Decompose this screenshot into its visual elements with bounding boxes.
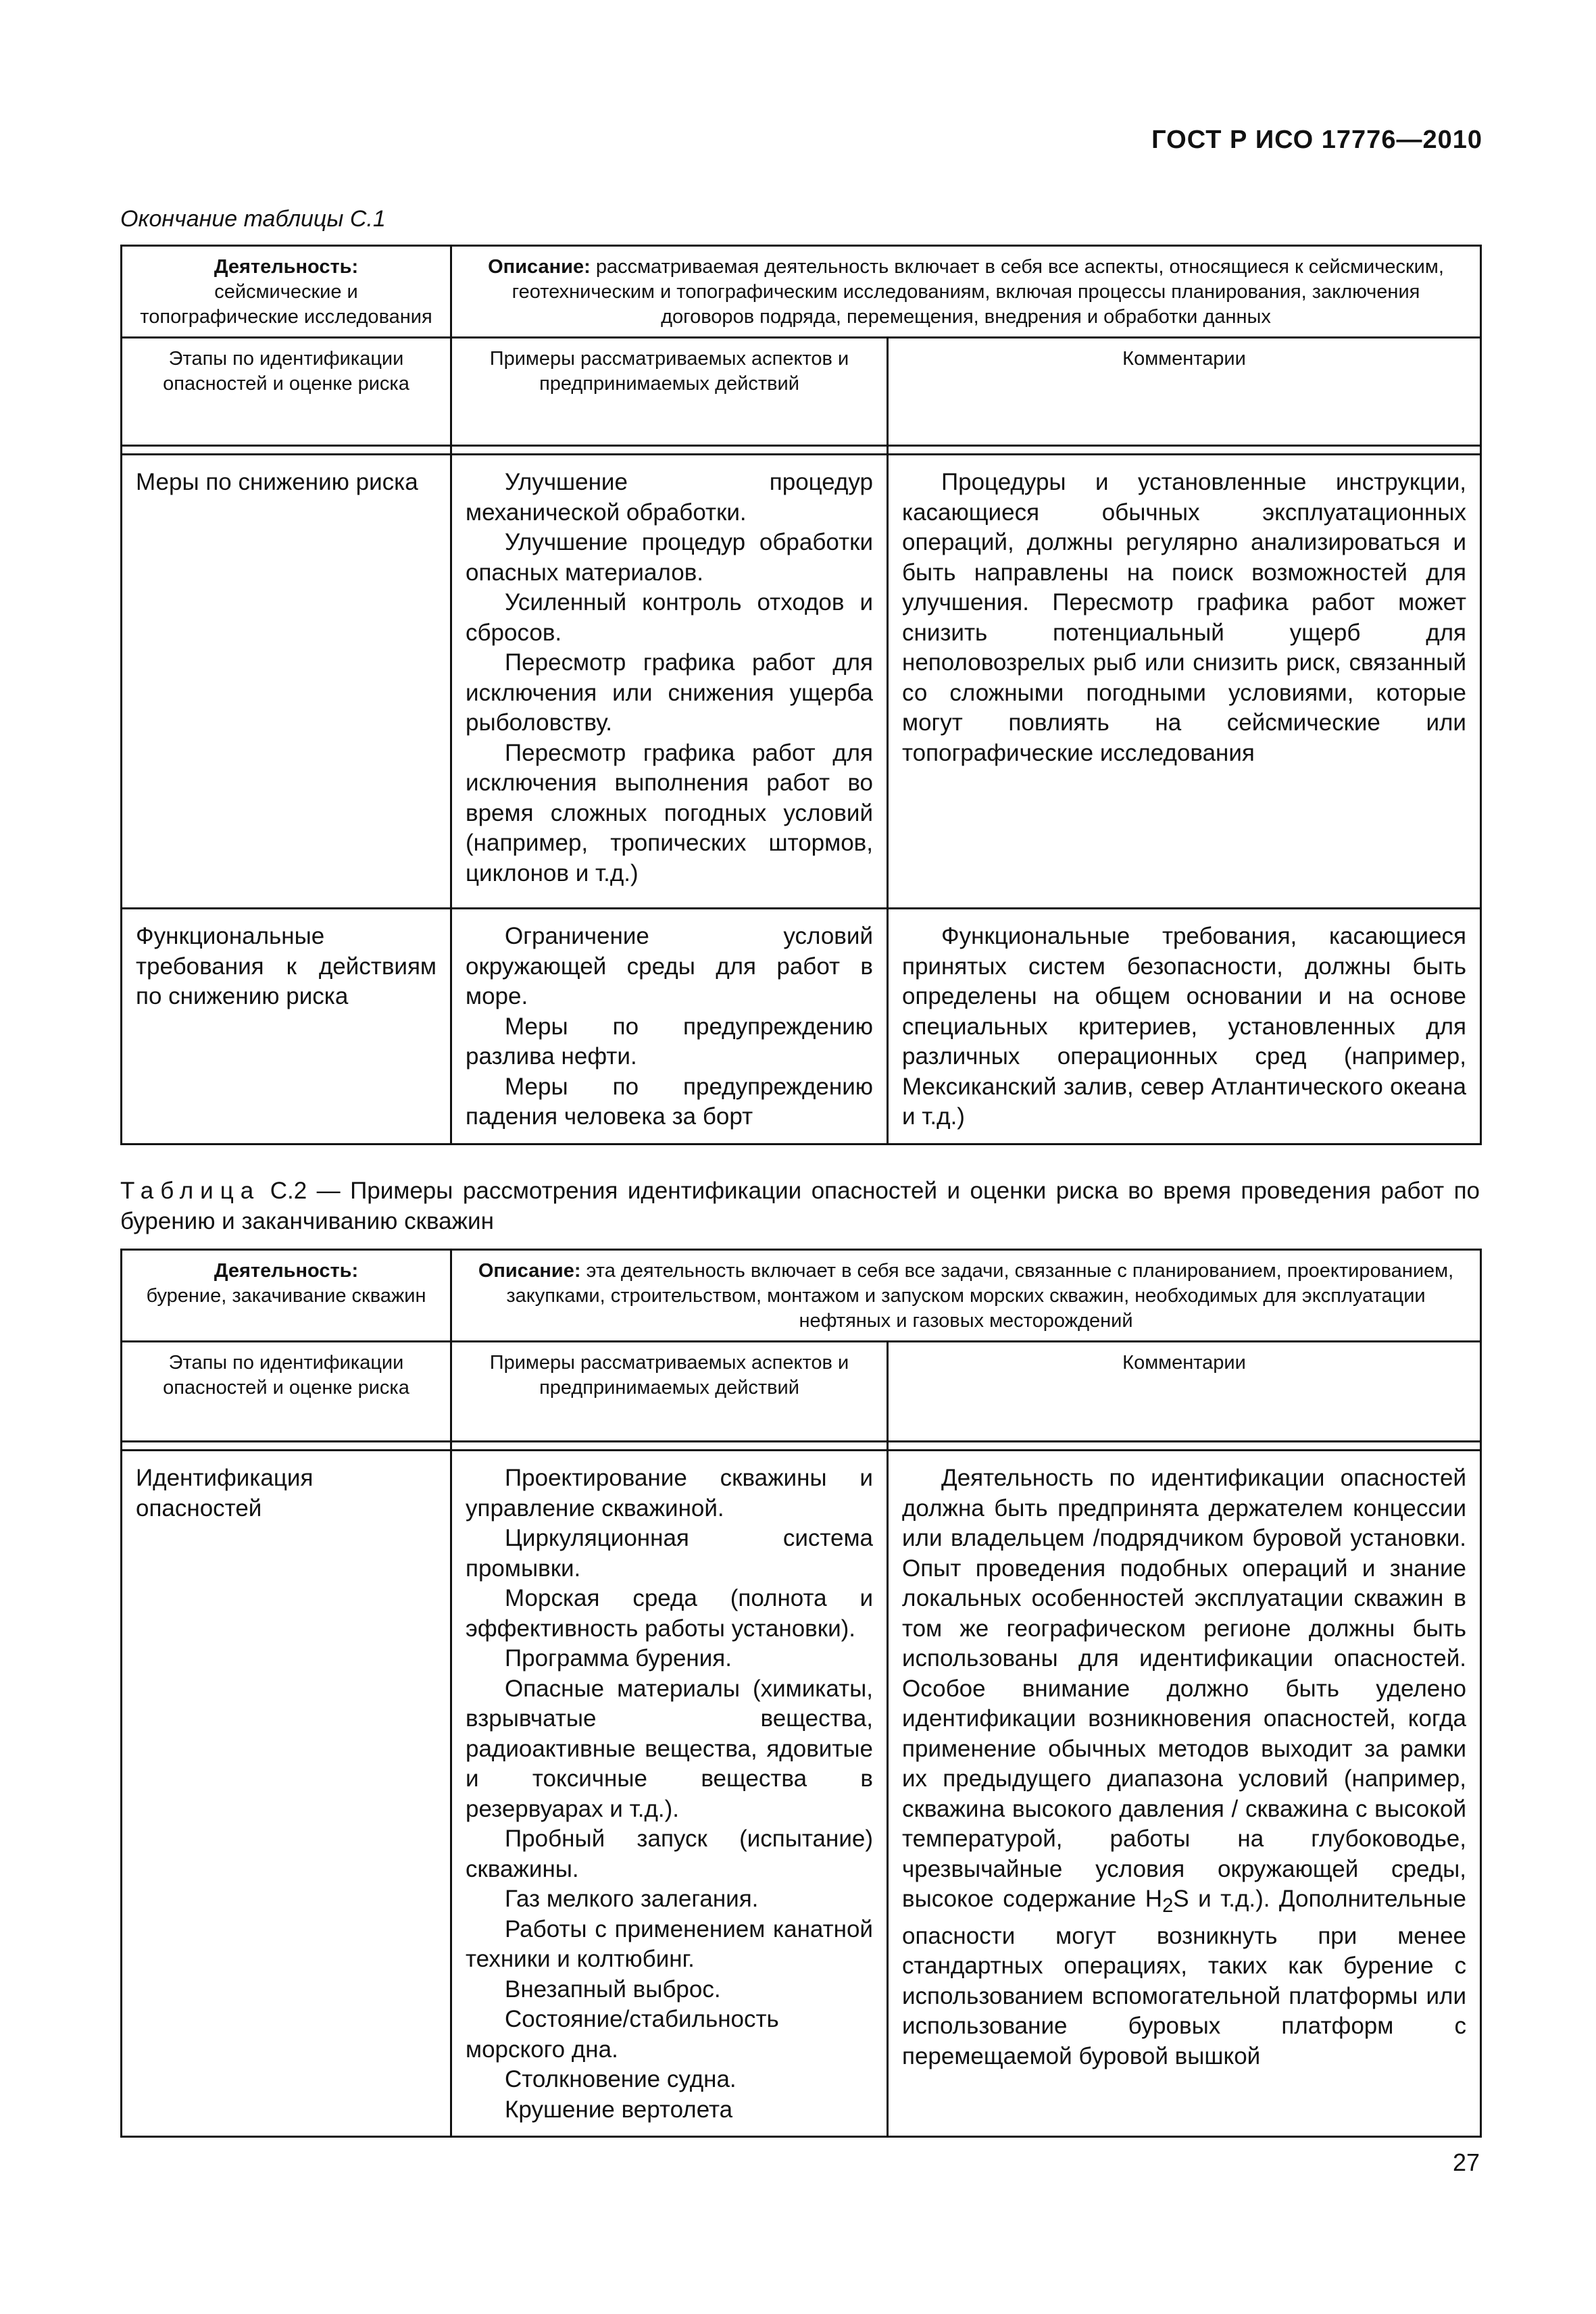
comment-text: Функциональные требования, касающиеся принятых систем безопасности, должны быть определены на общем основании и на основе специальных критериев, установленных для различных операционных сред (например, Мексиканский залив, север Атлантического океана и т.д.) <box>902 923 1466 1130</box>
example-item: Столкновение судна. <box>505 2066 737 2092</box>
activity-value: бурение, закачивание скважин <box>146 1285 426 1307</box>
comment-text: Процедуры и установленные инструкции, касающиеся обычных эксплуатационных операций, должны регулярно анализироваться и быть направлены на поиск возможностей для улучшения. Пересмотр графика работ может снизить потенциальный ущерб для неполовозрелых рыб или снизить риск, связанный со сложными погодными условиями, которые могут повлиять на сейсмические или топографические исследования <box>902 469 1466 766</box>
row-examples <box>451 1451 888 2137</box>
table1-header-separator <box>122 446 1481 455</box>
table2-caption <box>120 1176 1480 1236</box>
example-item: Программа бурения. <box>505 1645 732 1671</box>
table1-activity-row <box>122 246 1481 338</box>
description-label: Описание: <box>488 256 591 278</box>
table2-description-cell <box>451 1250 1481 1342</box>
example-item: Морская среда (полнота и эффективность работы установки). <box>466 1585 873 1642</box>
row-examples <box>451 455 888 909</box>
example-item: Крушение вертолета <box>505 2096 733 2123</box>
table1-column-header-row <box>122 338 1481 446</box>
standard-header: ГОСТ Р ИСО 17776—2010 <box>1151 126 1482 154</box>
example-item: Состояние/стабильность морского дна. <box>466 2006 779 2063</box>
description-label: Описание: <box>478 1260 581 1282</box>
comment-subscript: 2 <box>1162 1895 1174 1917</box>
row-stage: Идентификация опасностей <box>122 1451 451 2137</box>
row-stage: Меры по снижению риска <box>122 455 451 909</box>
example-item: Проектирование скважины и управление скважиной. <box>466 1465 873 1521</box>
table1-col-examples-header: Примеры рассматриваемых аспектов и предпринимаемых действий <box>451 338 888 446</box>
row-stage: Функциональные требования к действиям по снижению риска <box>122 909 451 1145</box>
table-row <box>122 455 1481 909</box>
table1-col-stage-header: Этапы по идентификации опасностей и оценке риска <box>122 338 451 446</box>
example-item: Меры по предупреждению разлива нефти. <box>466 1013 873 1070</box>
example-item: Циркуляционная система промывки. <box>466 1525 873 1582</box>
table-row <box>122 1451 1481 2137</box>
table2-header-separator <box>122 1442 1481 1451</box>
table1-col-comments-header: Комментарии <box>888 338 1481 446</box>
example-item: Газ мелкого залегания. <box>505 1886 759 1912</box>
description-value: эта деятельность включает в себя все задачи, связанные с планированием, проектированием, закупками, строительством, монтажом и запуском морских скважин, необходимых для эксплуатации нефтяных и газовых месторождений <box>506 1260 1454 1332</box>
example-item: Пробный запуск (испытание) скважины. <box>466 1826 873 1882</box>
caption-table-word: Таблица <box>120 1178 261 1204</box>
table1-activity-cell <box>122 246 451 338</box>
example-item: Ограничение условий окружающей среды для работ в море. <box>466 923 873 1009</box>
row-comment <box>888 909 1481 1145</box>
comment-part2: S и т.д.). Дополнительные опасности могут возникнуть при менее стандартных операциях, таких как бурение с использованием вспомогательной платформы или использование буровых платформ с перемещаемой буровой вышкой <box>902 1886 1466 2069</box>
table1-continuation-label: Окончание таблицы С.1 <box>120 206 386 232</box>
table2-column-header-row <box>122 1342 1481 1442</box>
activity-value: сейсмические и топографические исследования <box>140 281 432 328</box>
example-item: Пересмотр графика работ для исключения выполнения работ во время сложных погодных условий (например, тропических штормов, циклонов и т.д.) <box>466 739 873 886</box>
activity-label: Деятельность: <box>214 1260 359 1282</box>
table2-col-stage-header: Этапы по идентификации опасностей и оценке риска <box>122 1342 451 1442</box>
example-item: Меры по предупреждению падения человека за борт <box>466 1073 873 1130</box>
table-c2 <box>120 1249 1482 2138</box>
example-item: Внезапный выброс. <box>505 1976 721 2003</box>
example-item: Улучшение процедур механической обработки. <box>466 469 873 526</box>
comment-text <box>902 1463 1466 2071</box>
example-item: Опасные материалы (химикаты, взрывчатые вещества, радиоактивные вещества, ядовитые и токсичные вещества в резервуарах и т.д.). <box>466 1675 873 1822</box>
activity-label: Деятельность: <box>214 256 359 278</box>
table2-activity-cell <box>122 1250 451 1342</box>
table1-description-cell <box>451 246 1481 338</box>
description-value: рассматриваемая деятельность включает в себя все аспекты, относящиеся к сейсмическим, геотехническим и топографическим исследованиям, включая процессы планирования, заключения договоров подряда, перемещения, внедрения и обработки данных <box>512 256 1444 328</box>
example-item: Улучшение процедур обработки опасных материалов. <box>466 529 873 586</box>
table2-activity-row <box>122 1250 1481 1342</box>
example-item: Пересмотр графика работ для исключения или снижения ущерба рыболовству. <box>466 649 873 736</box>
example-item: Усиленный контроль отходов и сбросов. <box>466 589 873 646</box>
table2-col-comments-header: Комментарии <box>888 1342 1481 1442</box>
page-number: 27 <box>1452 2148 1480 2176</box>
row-comment <box>888 455 1481 909</box>
example-item: Работы с применением канатной техники и колтюбинг. <box>466 1915 873 1972</box>
comment-part1: Деятельность по идентификации опасностей должна быть предпринята держателем концессии или владельцем /подрядчиком буровой установки. Опыт проведения подобных операций и знание локальных особенностей эксплуатации скважин в том же географическом регионе должны быть использованы для идентификации опасностей. Особое внимание должно быть уделено идентификации возникновения опасностей, когда применение обычных методов выходит за рамки их предыдущего диапазона условий (например, скважина высокого давления / скважина с высокой температурой, работы на глубоководье, чрезвычайные условия окружающей среды, высокое содержание H <box>902 1465 1466 1912</box>
caption-text: С.2 — Примеры рассмотрения идентификации опасностей и оценки риска во время проведения работ по бурению и заканчиванию скважин <box>120 1178 1480 1234</box>
table-c1 <box>120 245 1482 1145</box>
row-comment <box>888 1451 1481 2137</box>
row-examples <box>451 909 888 1145</box>
table-row <box>122 909 1481 1145</box>
table2-col-examples-header: Примеры рассматриваемых аспектов и предпринимаемых действий <box>451 1342 888 1442</box>
